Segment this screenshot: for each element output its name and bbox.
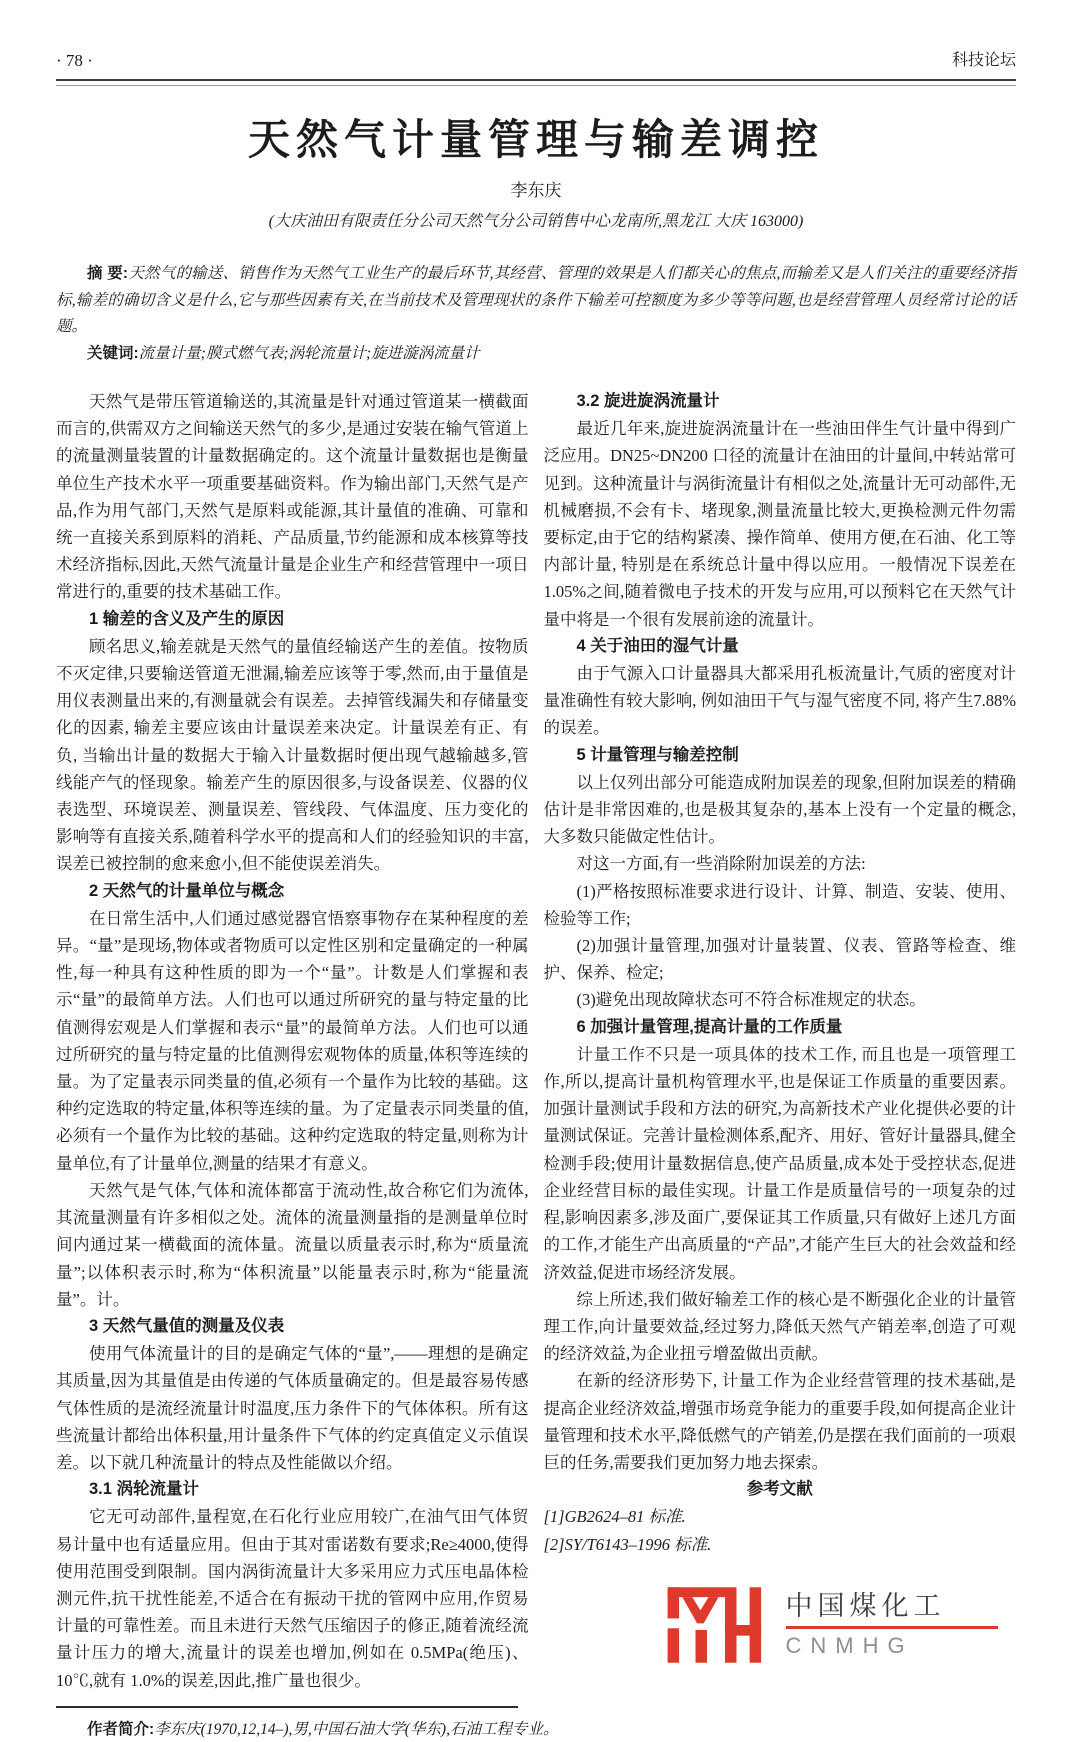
body-paragraph: 天然气是带压管道输送的,其流量是针对通过管道某一横截面而言的,供需双方之间输送天然气的多少,是通过安装在输气管道上的流量测量装置的计量数据确定的。这个流量计量数据也是衡量单位生产技术水平一项重要基础资料。作为输出部门,天然气是产品,作为用气部门,天然气是原料或能源,其计量值的准确、可靠和统一直接关系到原料的消耗、产品质量,节约能源和成本核算等技术经济指标,因此,天然气流量计量是企业生产和经营管理中一项日常进行的,重要的技术基础工作。 xyxy=(56,392,529,602)
section-heading-3-2: 3.2 旋进旋涡流量计 xyxy=(576,392,720,410)
body-paragraph: 顾名思义,输差就是天然气的量值经输送产生的差值。按物质不灭定律,只要输送管道无泄漏,输差应该等于零,然而,由于量值是用仪表测量出来的,有测量就会有误差。去掉管线漏失和存储量变化的因素, 输差主要应该由计量误差来决定。计量误差有正、有负, 当输出计量的数据大于输入计量数据时便出现气越输越多,管线能产气的怪现象。输差产生的原因很多,与设备误差、仪器的仪表选型、环境误差、测量误差、管线段、气体温度、压力变化的影响等有直接关系,随着科学水平的提高和人们的经验知识的丰富,误差已被控制的愈来愈小,但不能使误差消失。 xyxy=(56,636,529,874)
references-heading: 参考文献 xyxy=(746,1480,813,1499)
body-paragraph: 计量工作不只是一项具体的技术工作, 而且也是一项管理工作,所以,提高计量机构管理水平,也是保证工作质量的重要因素。加强计量测试手段和方法的研究,为高新技术产业化提供必要的计量测试保证。完善计量检测体系,配齐、用好、管好计量器具,健全检测手段;使用计量数据信息,使产品质量,成本处于受控状态,促进企业经营目标的最佳实现。计量工作是质量信号的一项复杂的过程,影响因素多,涉及面广,要保证其工作质量,只有做好上述几方面的工作,才能生产出高质量的“产品”,才能产生巨大的社会效益和经济效益,促进市场经济发展。 xyxy=(543,1044,1016,1282)
body-paragraph: 由于气源入口计量器具大都采用孔板流量计,气质的密度对计量准确性有较大影响, 例如油田干气与湿气密度不同, 将产生7.88%的误差。 xyxy=(543,664,1016,738)
body-paragraph: 在新的经济形势下, 计量工作为企业经营管理的技术基础,是提高企业经济效益,增强市场竞争能力的重要手段,如何提高企业计量管理和技术水平,降低燃气的产销差,仍是摆在我们面前的一项艰巨的任务,需要我们更加努力地去探索。 xyxy=(543,1371,1016,1472)
keywords-label: 关键词: xyxy=(87,344,139,362)
list-item-3: (3)避免出现故障状态可不符合标准规定的状态。 xyxy=(576,990,926,1010)
right-column xyxy=(544,388,1017,1694)
author-bio-label: 作者简介: xyxy=(87,1720,155,1738)
keywords-text: 流量计量;膜式燃气表;涡轮流量计;旋进漩涡流量计 xyxy=(138,344,480,362)
body-paragraph: 使用气体流量计的目的是确定气体的“量”,——理想的是确定其质量,因为其量值是由传递的气体质量确定的。但是最容易传感气体性质的是流经流量计时温度,压力条件下的气体体积。所有这些流量计都给出体积量,用计量条件下气体的约定真值定义示值误差。以下就几种流量计的特点及性能做以介绍。 xyxy=(56,1344,529,1472)
logo-cn-text: 中国煤化工 xyxy=(785,1590,946,1621)
author-bio xyxy=(56,1718,1016,1742)
section-heading-2: 2 天然气的计量单位与概念 xyxy=(89,881,285,900)
logo-underline xyxy=(786,1626,998,1629)
section-heading-6: 6 加强计量管理,提高计量的工作质量 xyxy=(576,1017,843,1036)
article-body xyxy=(56,388,1016,1694)
section-heading-4: 4 关于油田的湿气计量 xyxy=(576,636,739,655)
author-name: 李东庆 xyxy=(510,181,562,200)
page-header xyxy=(56,50,1016,72)
list-item-2: (2)加强计量管理,加强对计量装置、仪表、管路等检查、维护、保养、检定; xyxy=(543,936,1016,983)
reference-item-2: [2]SY/T6143–1996 标准. xyxy=(543,1534,712,1554)
section-heading-1: 1 输差的含义及产生的原因 xyxy=(89,609,285,628)
left-column xyxy=(56,388,529,1694)
cnmhg-monogram-icon xyxy=(662,1584,770,1666)
abstract-label: 摘 要: xyxy=(87,265,129,282)
keywords xyxy=(56,341,1016,368)
body-paragraph: 天然气是气体,气体和流体都富于流动性,故合称它们为流体,其流量测量有许多相似之处。流体的流量测量指的是测量单位时间内通过某一横截面的流体量。流量以质量表示时,称为“质量流量”;以体积表示时,称为“体积流量”以能量表示时,称为“能量流量”。计。 xyxy=(56,1180,529,1309)
header-rule xyxy=(56,79,1016,86)
author-bio-rule xyxy=(56,1706,518,1708)
body-paragraph: 它无可动部件,量程宽,在石化行业应用较广,在油气田气体贸易计量中也有适量应用。但由于其对雷诺数有要求;Re≥4000,使得使用范围受到限制。国内涡街流量计大多采用应力式压电晶体检测元件,抗干扰性能差,不适合在有振动干扰的管网中应用,作贸易计量的可靠性差。而且未进行天然气压缩因子的修正,随着流经流量计压力的增大,流量计的误差也增加,例如在 0.5MPa(绝压)、10℃,就有 1.0%的误差,因此,推广量也很少。 xyxy=(56,1507,529,1690)
author-bio-text: 李东庆(1970,12,14–),男,中国石油大学(华东),石油工程专业。 xyxy=(154,1720,559,1738)
logo-en-text: CNMHG xyxy=(785,1632,914,1658)
article-title: 天然气计量管理与输差调控 xyxy=(247,116,824,163)
body-paragraph: 在日常生活中,人们通过感觉器官悟察事物存在某种程度的差异。“量”是现场,物体或者物质可以定性区别和定量确定的一种属性,每一种具有这种性质的即为一个“量”。计数是人们掌握和表示“量”的最简单方法。人们也可以通过所研究的量与特定量的比值测得宏观是人们掌握和表示“量”的最简单方法。人们也可以通过所研究的量与特定量的比值测得宏观物体的质量,体积等连续的量。为了定量表示同类量的值,必须有一个量作为比较的基础。这种约定选取的特定量,体积等连续的量。为了定量表示同类量的值,必须有一个量作为比较的基础。这种约定选取的特定量,则称为计量单位,有了计量单位,测量的结果才有意义。 xyxy=(56,908,529,1173)
abstract xyxy=(56,261,1016,341)
abstract-text: 天然气的输送、销售作为天然气工业生产的最后环节,其经营、管理的效果是人们都关心的焦点,而输差又是人们关注的重要经济指标,输差的确切含义是什么,它与那些因素有关,在当前技术及管理现状的条件下输差可控额度为多少等等问题,也是经营管理人员经常讨论的话题。 xyxy=(56,265,1017,335)
body-paragraph: 综上所述,我们做好输差工作的核心是不断强化企业的计量管理工作,向计量要效益,经过努力,降低天然气产销差率,创造了可观的经济效益,为企业扭亏增盈做出贡献。 xyxy=(543,1289,1016,1364)
section-heading-3: 3 天然气量值的测量及仪表 xyxy=(89,1316,285,1335)
page-number: · 78 · xyxy=(56,51,93,70)
body-paragraph: 最近几年来,旋进旋涡流量计在一些油田伴生气计量中得到广泛应用。DN25~DN200 口径的流量计在油田的计量间,中转站常可见到。这种流量计与涡街流量计有相似之处,流量计无可动部件,无机械磨损,不会有卡、堵现象,测量流量比较大,更换检测元件勿需要标定,由于它的结构紧凑、操作简单、使用方便,在石油、化工等内部计量, 特别是在系统总计量中得以应用。一般情况下误差在1.05%之间,随着微电子技术的开发与应用,可以预料它在天然气计量中将是一个很有发展前途的流量计。 xyxy=(543,419,1016,629)
body-paragraph: 对这一方面,有一些消除附加误差的方法: xyxy=(576,854,866,874)
section-heading-5: 5 计量管理与输差控制 xyxy=(576,745,739,764)
affiliation: (大庆油田有限责任分公司天然气分公司销售中心龙南所,黑龙江 大庆 163000) xyxy=(268,213,804,230)
section-heading-3-1: 3.1 涡轮流量计 xyxy=(89,1480,200,1499)
reference-item-1: [1]GB2624–81 标准. xyxy=(543,1507,686,1527)
list-item-1: (1)严格按照标准要求进行设计、计算、制造、安装、使用、检验等工作; xyxy=(543,881,1016,928)
section-name: 科技论坛 xyxy=(951,52,1016,69)
cnmhg-logo xyxy=(662,1584,1017,1666)
body-paragraph: 以上仅列出部分可能造成附加误差的现象,但附加误差的精确估计是非常因难的,也是极其复杂的,基本上没有一个定量的概念,大多数只能做定性估计。 xyxy=(543,772,1016,847)
